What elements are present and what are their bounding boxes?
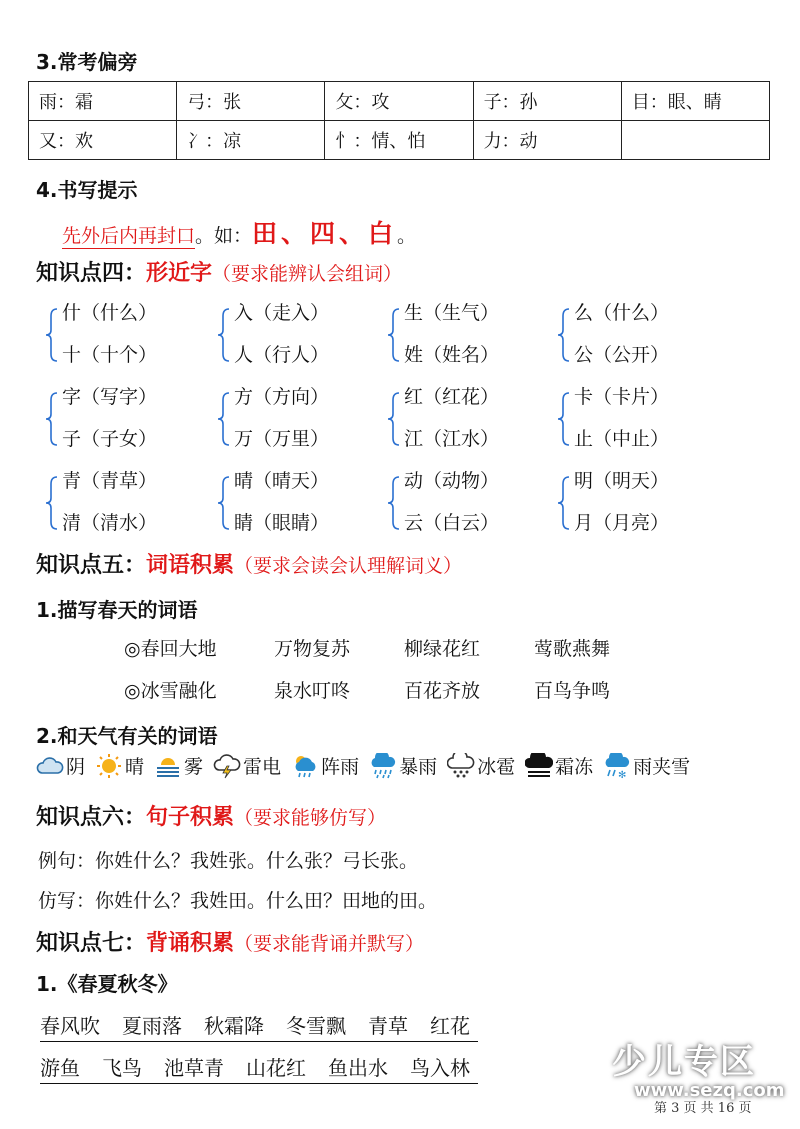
section-title-writing: 4.书写提示 [36, 178, 138, 202]
weather-item [369, 752, 437, 779]
poem-line-2 [40, 1052, 478, 1084]
poem-phrase: 青草 [368, 1010, 430, 1042]
weather-label: 冰雹 [477, 756, 516, 778]
brace-icon [216, 476, 230, 530]
weather-item [603, 752, 690, 779]
brace-icon [44, 308, 58, 362]
radicals-table [28, 81, 770, 160]
brace-icon [44, 476, 58, 530]
heading-note: （要求会读会认理解词义） [234, 555, 463, 577]
weather-label: 雷电 [243, 756, 282, 778]
heading-label: 知识点七： [36, 931, 147, 956]
brace-icon [216, 392, 230, 446]
similar-char-a: 动（动物） [404, 470, 500, 492]
similar-char-a: 方（方向） [234, 386, 330, 408]
brace-icon [556, 392, 570, 446]
similar-char-pair [44, 298, 204, 382]
heading-topic: 词语积累 [146, 553, 235, 578]
table-cell: 子：孙 [473, 82, 621, 121]
poem-phrase: 池草青 [164, 1052, 246, 1084]
heading-topic: 形近字 [146, 261, 213, 286]
similar-char-pair [386, 466, 546, 550]
weather-label: 雾 [184, 756, 204, 778]
spring-word: 百花齐放 [404, 680, 481, 702]
brace-icon [44, 392, 58, 446]
similar-char-a: 青（青草） [62, 470, 158, 492]
spring-word: 柳绿花红 [404, 638, 481, 660]
knowledge-heading-6 [36, 800, 386, 831]
weather-item [36, 752, 85, 779]
similar-char-a: 入（走入） [234, 302, 330, 324]
page-number: 第 3 页 共 16 页 [654, 1101, 752, 1116]
heading-note: （要求能背诵并默写） [234, 933, 425, 955]
frost-icon [525, 753, 553, 779]
sleet-icon [603, 753, 631, 779]
brace-icon [386, 308, 400, 362]
table-cell: 忄：情、怕 [325, 121, 473, 160]
heading-topic: 句子积累 [146, 805, 235, 830]
spring-word: 泉水叮咚 [274, 680, 351, 702]
brace-icon [386, 476, 400, 530]
similar-char-pair [44, 382, 204, 466]
weather-item [291, 752, 359, 779]
similar-char-a: 字（写字） [62, 386, 158, 408]
writing-middle: 。如： [195, 225, 253, 247]
similar-char-a: 什（什么） [62, 302, 158, 324]
poem-phrase: 夏雨落 [122, 1010, 204, 1042]
similar-char-b: 止（中止） [574, 428, 670, 450]
weather-item [447, 752, 515, 779]
weather-item [213, 752, 281, 779]
similar-char-pair [556, 298, 716, 382]
shower-icon [291, 753, 319, 779]
writing-tip [62, 214, 416, 250]
similar-char-a: 生（生气） [404, 302, 500, 324]
table-cell: 雨：霜 [29, 82, 177, 121]
sunny-icon [95, 753, 123, 779]
poem-phrase: 鸟入林 [410, 1052, 478, 1084]
weather-label: 暴雨 [399, 756, 438, 778]
weather-label: 霜冻 [555, 756, 594, 778]
similar-char-a: 么（什么） [574, 302, 670, 324]
spring-word: 莺歌燕舞 [534, 638, 611, 660]
similar-char-b: 云（白云） [404, 512, 500, 534]
rainstorm-icon [369, 753, 397, 779]
poem-phrase: 春风吹 [40, 1010, 122, 1042]
similar-char-pair [216, 466, 376, 550]
similar-char-pair [556, 466, 716, 550]
spring-word: 万物复苏 [274, 638, 351, 660]
weather-label: 晴 [125, 756, 145, 778]
similar-char-b: 江（江水） [404, 428, 500, 450]
knowledge-heading-4 [36, 256, 402, 287]
similar-char-a: 明（明天） [574, 470, 670, 492]
spring-word: ◎冰雪融化 [124, 680, 217, 702]
similar-char-a: 晴（晴天） [234, 470, 330, 492]
similar-char-pair [386, 382, 546, 466]
similar-char-b: 十（十个） [62, 344, 158, 366]
watermark-brand: 少儿专区 [612, 1042, 756, 1082]
hail-icon [447, 753, 475, 779]
poem-phrase: 飞鸟 [102, 1052, 164, 1084]
fog-icon [154, 753, 182, 779]
similar-char-b: 月（月亮） [574, 512, 670, 534]
similar-char-b: 姓（姓名） [404, 344, 500, 366]
similar-char-pair [386, 298, 546, 382]
poem-line-1 [40, 1010, 478, 1042]
brace-icon [556, 308, 570, 362]
brace-icon [216, 308, 230, 362]
spring-words-title: 1.描写春天的词语 [36, 598, 198, 622]
heading-label: 知识点五： [36, 553, 147, 578]
similar-char-b: 清（清水） [62, 512, 158, 534]
heading-note: （要求能辨认会组词） [212, 263, 403, 285]
poem-phrase: 山花红 [246, 1052, 328, 1084]
table-cell: 攵：攻 [325, 82, 473, 121]
section-title-radicals: 3.常考偏旁 [36, 50, 138, 74]
spring-word: ◎春回大地 [124, 638, 217, 660]
similar-char-pair [216, 382, 376, 466]
spring-word: 百鸟争鸣 [534, 680, 611, 702]
writing-examples: 田、四、白 [252, 219, 398, 248]
table-cell: 又：欢 [29, 121, 177, 160]
table-cell: 冫：凉 [177, 121, 325, 160]
similar-char-b: 万（万里） [234, 428, 330, 450]
weather-label: 阵雨 [321, 756, 360, 778]
similar-char-b: 人（行人） [234, 344, 330, 366]
similar-char-b: 睛（眼睛） [234, 512, 330, 534]
heading-topic: 背诵积累 [146, 931, 235, 956]
table-cell: 力：动 [473, 121, 621, 160]
heading-note: （要求能够仿写） [234, 807, 387, 829]
heading-label: 知识点六： [36, 805, 147, 830]
similar-char-b: 子（子女） [62, 428, 158, 450]
table-cell [621, 121, 769, 160]
knowledge-heading-7 [36, 926, 424, 957]
brace-icon [556, 476, 570, 530]
similar-char-b: 公（公开） [574, 344, 670, 366]
similar-char-pair [44, 466, 204, 550]
writing-rule: 先外后内再封口 [62, 221, 195, 249]
heading-label: 知识点四： [36, 261, 147, 286]
svg-text:✻: ✻ [618, 769, 627, 779]
writing-end: 。 [397, 225, 417, 247]
thunder-icon [213, 753, 241, 779]
poem-phrase: 鱼出水 [328, 1052, 410, 1084]
poem-phrase: 游鱼 [40, 1052, 102, 1084]
table-cell: 目：眼、睛 [621, 82, 769, 121]
poem-title: 1.《春夏秋冬》 [36, 972, 178, 996]
example-sentence: 例句：你姓什么？我姓张。什么张？弓长张。 [38, 850, 419, 872]
cloudy-icon [36, 753, 64, 779]
weather-item [525, 752, 593, 779]
knowledge-heading-5 [36, 548, 462, 579]
similar-char-pair [556, 382, 716, 466]
weather-label: 雨夹雪 [633, 756, 691, 778]
poem-phrase: 冬雪飘 [286, 1010, 368, 1042]
similar-char-pair [216, 298, 376, 382]
similar-char-a: 卡（卡片） [574, 386, 670, 408]
poem-phrase: 红花 [430, 1010, 478, 1042]
table-cell: 弓：张 [177, 82, 325, 121]
brace-icon [386, 392, 400, 446]
table-row [29, 82, 770, 121]
weather-icons-row [36, 752, 700, 779]
weather-label: 阴 [66, 756, 86, 778]
poem-phrase: 秋霜降 [204, 1010, 286, 1042]
watermark-url: www.sezq.com [634, 1080, 785, 1101]
similar-char-a: 红（红花） [404, 386, 500, 408]
weather-item [95, 752, 144, 779]
table-row [29, 121, 770, 160]
weather-item [154, 752, 203, 779]
imitation-sentence: 仿写：你姓什么？我姓田。什么田？田地的田。 [38, 890, 438, 912]
weather-words-title: 2.和天气有关的词语 [36, 724, 218, 748]
